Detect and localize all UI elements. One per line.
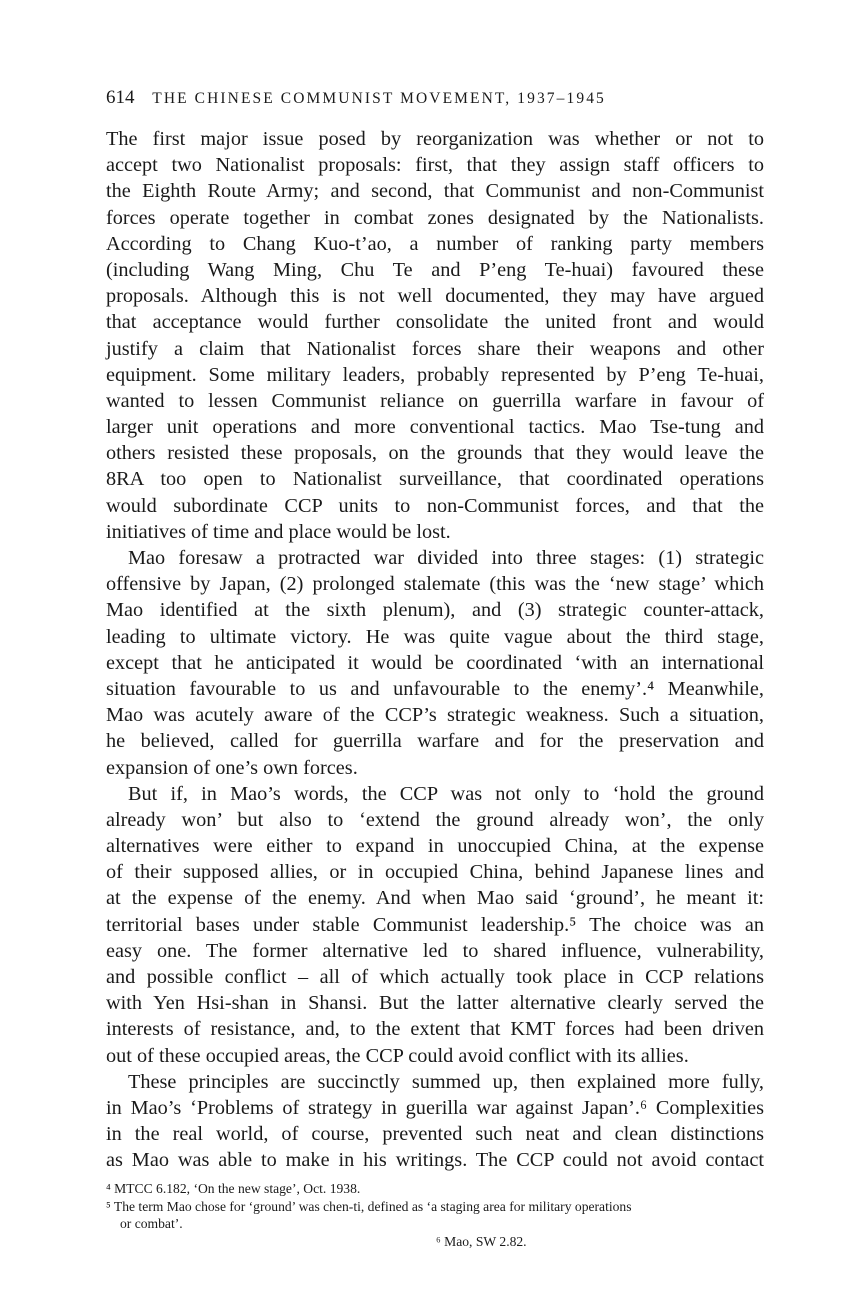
text-line: at the expense of the enemy. And when Mao said ‘ground’, he meant it: (106, 887, 764, 910)
footnotes (106, 1180, 764, 1250)
text-line: (including Wang Ming, Chu Te and P’eng Te-huai) favoured these (106, 258, 764, 281)
paragraph (106, 1069, 764, 1174)
text-line: already won’ but also to ‘extend the ground already won’, the only (106, 808, 764, 831)
text-line: proposals. Although this is not well documented, they may have argued (106, 285, 764, 308)
text-line: But if, in Mao’s words, the CCP was not only to ‘hold the ground (128, 782, 764, 805)
text-line: According to Chang Kuo-t’ao, a number of ranking party members (106, 232, 764, 255)
text-line: of their supposed allies, or in occupied China, behind Japanese lines and (106, 861, 764, 884)
text-line: 8RA too open to Nationalist surveillance, that coordinated operations (106, 468, 764, 491)
text-line: as Mao was able to make in his writings. The CCP could not avoid contact (106, 1149, 764, 1172)
paragraph (106, 126, 764, 545)
text-line: in the real world, of course, prevented such neat and clean distinctions (106, 1123, 764, 1146)
running-header (106, 86, 766, 111)
body-text (106, 126, 764, 1174)
text-line: The first major issue posed by reorganization was whether or not to (106, 128, 764, 150)
text-line: initiatives of time and place would be lost. (106, 520, 451, 543)
text-line: expansion of one’s own forces. (106, 756, 358, 779)
text-line: alternatives were either to expand in unoccupied China, at the expense (106, 835, 764, 858)
text-line: except that he anticipated it would be coordinated ‘with an international (106, 651, 764, 674)
text-line: in Mao’s ‘Problems of strategy in guerilla war against Japan’.⁶ Complexities (106, 1096, 764, 1119)
text-line: easy one. The former alternative led to shared influence, vulnerability, (106, 939, 764, 962)
footnote-5-continuation: or combat’. (120, 1216, 183, 1231)
text-line: These principles are succinctly summed up, then explained more fully, (128, 1070, 764, 1093)
text-line: forces operate together in combat zones designated by the Nationalists. (106, 206, 764, 229)
text-line: equipment. Some military leaders, probably represented by P’eng Te-huai, (106, 363, 764, 386)
paragraph (106, 545, 764, 781)
text-line: situation favourable to us and unfavourable to the enemy’.⁴ Meanwhile, (106, 677, 764, 700)
text-line: larger unit operations and more conventional tactics. Mao Tse-tung and (106, 416, 764, 439)
text-line: Mao was acutely aware of the CCP’s strategic weakness. Such a situation, (106, 704, 764, 727)
text-line: the Eighth Route Army; and second, that Communist and non-Communist (106, 180, 764, 203)
text-line: would subordinate CCP units to non-Communist forces, and that the (106, 494, 764, 517)
text-line: accept two Nationalist proposals: first, that they assign staff officers to (106, 154, 764, 177)
text-line: with Yen Hsi-shan in Shansi. But the latter alternative clearly served the (106, 992, 764, 1015)
text-line: wanted to lessen Communist reliance on guerrilla warfare in favour of (106, 389, 764, 412)
text-line: and possible conflict – all of which actually took place in CCP relations (106, 966, 764, 988)
footnote-6: ⁶ Mao, SW 2.82. (436, 1233, 527, 1249)
text-line: Mao foresaw a protracted war divided into three stages: (1) strategic (128, 547, 764, 569)
paragraph (106, 781, 764, 1069)
text-line: offensive by Japan, (2) prolonged stalemate (this was the ‘new stage’ which (106, 573, 764, 596)
text-line: interests of resistance, and, to the extent that KMT forces had been driven (106, 1018, 764, 1041)
text-line: territorial bases under stable Communist leadership.⁵ The choice was an (106, 913, 764, 936)
text-line: leading to ultimate victory. He was quite vague about the third stage, (106, 625, 764, 648)
text-line: that acceptance would further consolidate the united front and would (106, 311, 764, 334)
text-line: out of these occupied areas, the CCP could avoid conflict with its allies. (106, 1044, 689, 1067)
running-title: THE CHINESE COMMUNIST MOVEMENT, 1937–1945 (152, 90, 606, 107)
page-number: 614 (106, 87, 135, 108)
footnote-4: ⁴ MTCC 6.182, ‘On the new stage’, Oct. 1938. (106, 1181, 361, 1196)
footnote-5: ⁵ The term Mao chose for ‘ground’ was chen-ti, defined as ‘a staging area for military operations (106, 1198, 632, 1214)
text-line: he believed, called for guerrilla warfare and for the preservation and (106, 730, 764, 753)
text-line: Mao identified at the sixth plenum), and (3) strategic counter-attack, (106, 599, 764, 622)
text-line: justify a claim that Nationalist forces share their weapons and other (106, 337, 764, 360)
text-line: others resisted these proposals, on the grounds that they would leave the (106, 442, 764, 465)
